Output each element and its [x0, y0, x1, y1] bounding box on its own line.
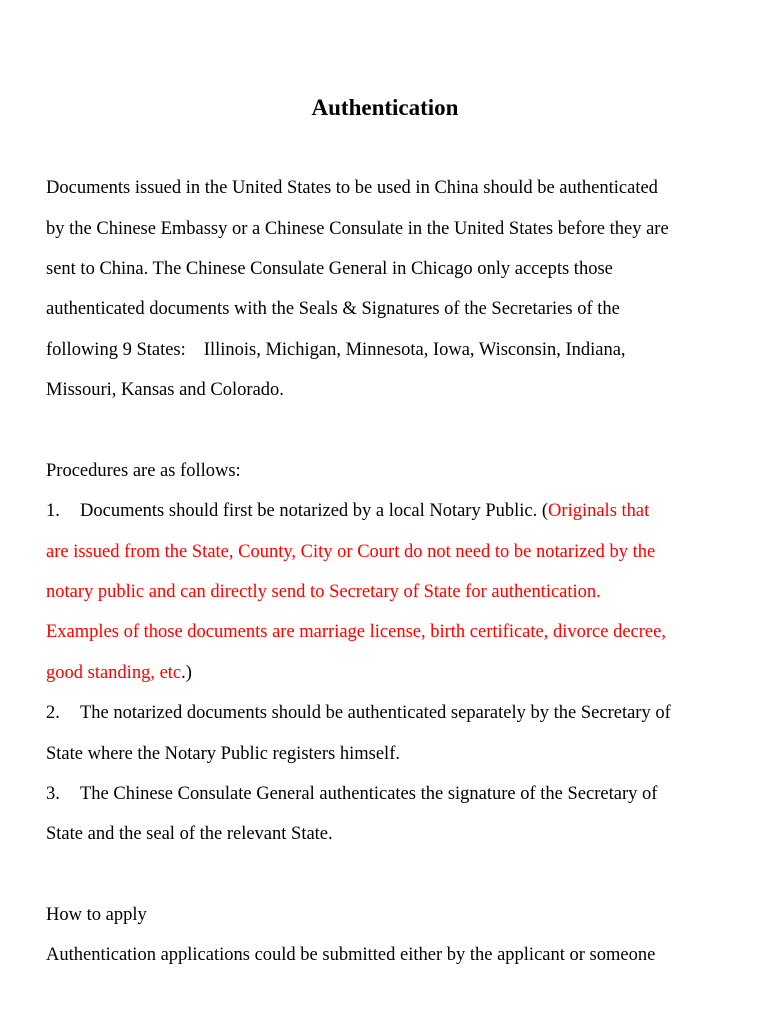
apply-heading: How to apply — [46, 905, 147, 925]
step-3-text: The Chinese Consulate General authenticates the signature of the Secretary of — [80, 784, 658, 804]
step-3-line-2: State and the seal of the relevant State. — [46, 824, 333, 844]
intro-line-5-states: Illinois, Michigan, Minnesota, Iowa, Wisconsin, Indiana, — [203, 340, 626, 360]
step-1-close-paren: .) — [181, 663, 192, 683]
step-2-number: 2. — [46, 703, 60, 723]
apply-line-1: Authentication applications could be submitted either by the applicant or someone — [46, 945, 656, 965]
intro-line-5 — [46, 337, 626, 363]
step-1-note-line-5-text: good standing, etc — [46, 663, 182, 683]
step-1-number: 1. — [46, 501, 60, 521]
step-1-line-1 — [46, 498, 649, 524]
intro-line-4: authenticated documents with the Seals & Signatures of the Secretaries of the — [46, 299, 620, 319]
intro-line-6: Missouri, Kansas and Colorado. — [46, 380, 284, 400]
step-1-note-line-3: notary public and can directly send to Secretary of State for authentication. — [46, 582, 601, 602]
intro-line-1: Documents issued in the United States to be used in China should be authenticated — [46, 178, 658, 198]
step-1-note-line-5 — [46, 660, 192, 686]
document-title: Authentication — [311, 95, 459, 120]
step-1-text: Documents should first be notarized by a local Notary Public. ( — [80, 501, 549, 521]
intro-line-2: by the Chinese Embassy or a Chinese Consulate in the United States before they are — [46, 219, 669, 239]
intro-line-3: sent to China. The Chinese Consulate General in Chicago only accepts those — [46, 259, 613, 279]
step-2-line-1 — [46, 700, 671, 726]
step-1-note-line-1: Originals that — [548, 501, 650, 521]
step-1-note-line-4: Examples of those documents are marriage license, birth certificate, divorce decree, — [46, 622, 666, 642]
intro-line-5-part-a: following 9 States: — [46, 340, 186, 360]
step-1-note-line-2: are issued from the State, County, City or Court do not need to be notarized by the — [46, 542, 656, 562]
step-3-number: 3. — [46, 784, 60, 804]
step-2-text: The notarized documents should be authenticated separately by the Secretary of — [80, 703, 671, 723]
procedures-heading: Procedures are as follows: — [46, 461, 241, 481]
step-3-line-1 — [46, 781, 657, 807]
step-2-line-2: State where the Notary Public registers himself. — [46, 744, 400, 764]
